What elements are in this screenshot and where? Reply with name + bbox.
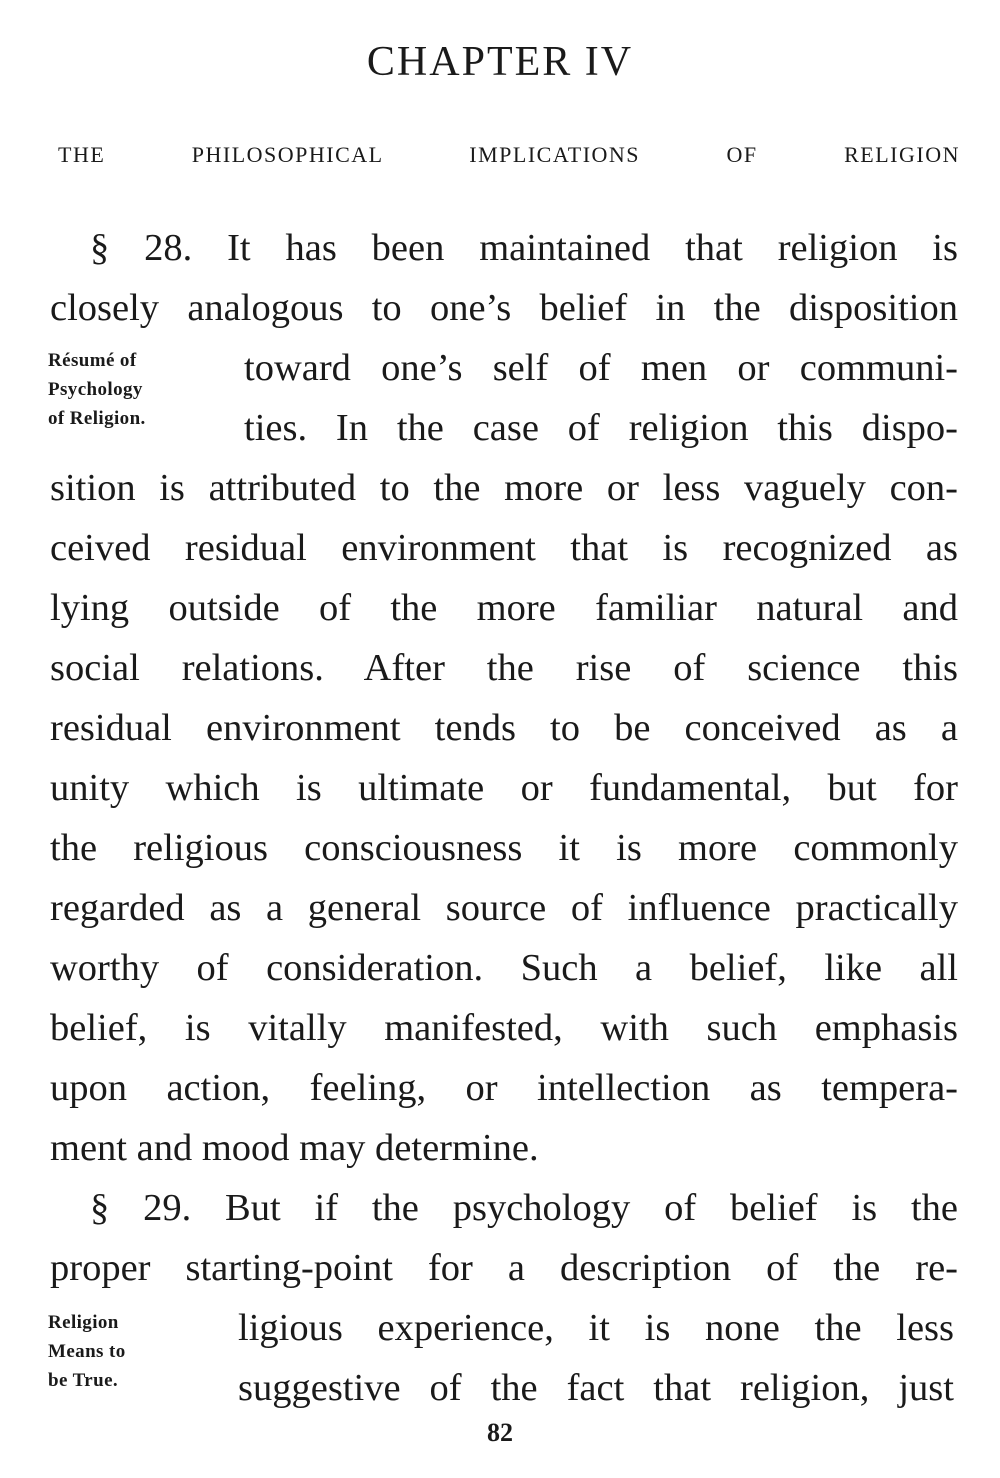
side-note — [48, 1308, 126, 1395]
side-note-line: be True. — [48, 1370, 119, 1391]
side-note-line: of Religion. — [48, 408, 146, 429]
text-line: upon action, feeling, or intellection as tempera- — [50, 1067, 958, 1109]
side-note-line: Psychology — [48, 379, 143, 400]
text-line: social relations. After the rise of science this — [50, 647, 958, 689]
side-note-line: Religion — [48, 1312, 119, 1333]
text-line: ment and mood may determine. — [50, 1127, 539, 1169]
text-line: unity which is ultimate or fundamental, but for — [50, 767, 958, 809]
side-note-line: Résumé of — [48, 350, 137, 371]
text-line: § 29. But if the psychology of belief is the — [90, 1187, 958, 1229]
text-line: ties. In the case of religion this dispo- — [244, 407, 958, 449]
text-line: ligious experience, it is none the less — [238, 1307, 954, 1349]
text-line: toward one’s self of men or communi- — [244, 347, 958, 389]
text-line: regarded as a general source of influence practically — [50, 887, 958, 929]
text-line: the religious consciousness it is more commonly — [50, 827, 958, 869]
text-line: lying outside of the more familiar natural and — [50, 587, 958, 629]
text-line: closely analogous to one’s belief in the disposition — [50, 287, 958, 329]
text-line: proper starting-point for a description of the re- — [50, 1247, 958, 1289]
page-number: 82 — [487, 1418, 513, 1447]
text-line: belief, is vitally manifested, with such emphasis — [50, 1007, 958, 1049]
chapter-title: THE PHILOSOPHICAL IMPLICATIONS OF RELIGION — [58, 142, 960, 167]
text-line: suggestive of the fact that religion, just — [238, 1367, 954, 1409]
text-line: sition is attributed to the more or less vaguely con- — [50, 467, 958, 509]
text-line: § 28. It has been maintained that religion is — [90, 227, 958, 269]
text-line: worthy of consideration. Such a belief, like all — [50, 947, 958, 989]
side-note — [48, 346, 146, 433]
text-line: residual environment tends to be conceived as a — [50, 707, 958, 749]
side-note-line: Means to — [48, 1341, 126, 1362]
text-line: ceived residual environment that is recognized as — [50, 527, 958, 569]
chapter-heading: CHAPTER IV — [366, 39, 634, 85]
